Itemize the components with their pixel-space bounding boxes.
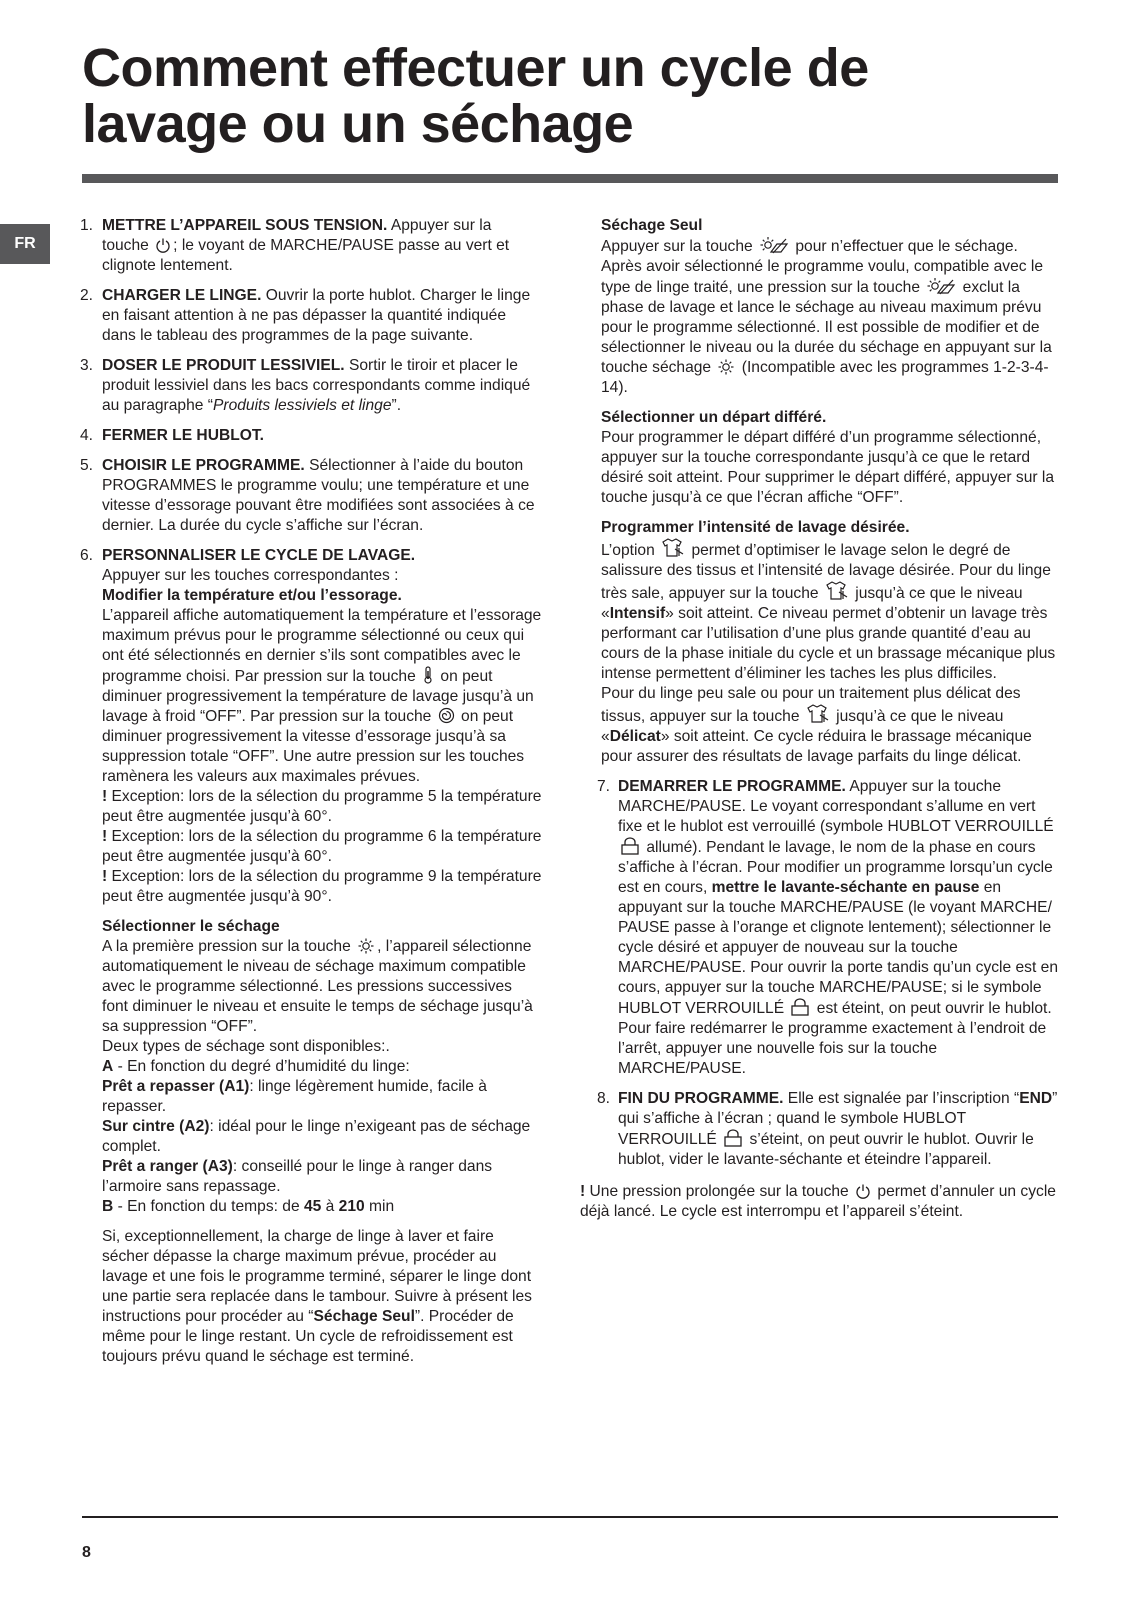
right-column: [580, 216, 1061, 1222]
text: » soit atteint. Ce niveau permet d’obtenir un lavage très performant car l’utilisation d’une plus grande quantité d’eau au cours de la phase initiale du cycle et un brassage mécanique plus intense permettent d’éliminer les taches les plus difficiles.: [601, 605, 1056, 682]
text: permet d’optimiser le lavage selon le degré de salissure des tissus et l’intensité de lavage désirée. Pour du linge très sale, appuyer sur la touche: [601, 542, 1051, 602]
paragraph: Deux types de séchage sont disponibles:.: [102, 1038, 390, 1055]
option-letter: B: [102, 1198, 114, 1215]
step-intro: Appuyer sur les touches correspondantes :: [102, 567, 399, 584]
step-text: [102, 356, 542, 416]
paragraph: [102, 1197, 542, 1217]
power-icon: [855, 1183, 871, 1199]
subheading: Sélectionner un départ différé.: [601, 409, 827, 426]
exception-note: [102, 867, 542, 907]
step-number: 4.: [80, 427, 94, 444]
text: est éteint, on peut ouvrir le hublot. Pour faire redémarrer le programme exactement à l’endroit de l’arrêt, appuyer une nouvelle fois sur la touche MARCHE/PAUSE.: [618, 1000, 1052, 1077]
step-heading: METTRE L’APPAREIL SOUS TENSION.: [102, 217, 388, 234]
step-2: [80, 286, 542, 346]
text: - En fonction du temps: de: [113, 1198, 304, 1215]
emphasis: Séchage Seul: [313, 1308, 415, 1325]
step-text: [102, 456, 542, 536]
title-line-1: Comment effectuer un cycle de: [82, 38, 869, 98]
paragraph: [601, 538, 1061, 684]
text: en appuyant sur la touche MARCHE/PAUSE (le voyant MARCHE/ PAUSE passe à l’orange et clignote lentement); sélectionner le cycle désiré et appuyer de nouveau sur la touche MARCHE/PAUSE. Pour ouvrir la porte tandis qu’un cycle est en cours, appuyer sur la touche MARCHE/PAUSE; si le symbole HUBLOT VERROUILLÉ: [618, 879, 1058, 1017]
step-number: 5.: [80, 457, 94, 474]
thermometer-icon: [422, 666, 434, 684]
lock-icon: [790, 998, 810, 1016]
text: A la première pression sur la touche: [102, 938, 356, 955]
text: Ouvrir la porte hublot. Charger le linge en faisant attention à ne pas dépasser la quantité indiquée dans le tableau des programmes de la page suivante.: [102, 287, 531, 344]
emphasis: mettre le lavante-séchante en pause: [711, 879, 980, 896]
lock-icon: [723, 1129, 743, 1147]
text: Exception: lors de la sélection du programme 9 la température peut être augmentée jusqu’à 90°.: [102, 868, 542, 905]
text: » soit atteint. Ce cycle réduira le brassage mécanique pour assurer des résultats de lavage parfaits du linge délicat.: [601, 728, 1032, 765]
subheading-drying: Sélectionner le séchage: [102, 918, 280, 935]
option-label: Prêt a ranger (A3): [102, 1158, 233, 1175]
text: on peut diminuer progressivement la vitesse d’essorage jusqu’à sa suppression totale “OFF”. Une autre pression sur les touches ramènera les valeurs aux maximales prévues.: [102, 708, 525, 785]
level-name: Délicat: [609, 728, 661, 745]
text: ”. Procéder de même pour le linge restant. Un cycle de refroidissement est toujours prévu quand le séchage est terminé.: [102, 1308, 514, 1365]
step-number: 2.: [80, 287, 94, 304]
text: pour n’effectuer que le séchage.: [791, 238, 1018, 255]
paragraph: [601, 257, 1061, 398]
level-name: Intensif: [609, 605, 666, 622]
text: Exception: lors de la sélection du programme 6 la température peut être augmentée jusqu’à 60°.: [102, 828, 542, 865]
text: allumé). Pendant le lavage, le nom de la phase en cours s’affiche à l’écran. Pour modifier un programme lorsqu’un cycle est en cours,: [618, 839, 1053, 896]
intensity-icon: [661, 538, 685, 558]
step-heading: FERMER LE HUBLOT.: [102, 427, 264, 444]
paragraph: [102, 1157, 542, 1197]
drying-only-icon: [759, 236, 789, 254]
step-number: 6.: [80, 547, 94, 564]
option-letter: A: [102, 1058, 114, 1075]
step-heading: DOSER LE PRODUIT LESSIVIEL.: [102, 357, 345, 374]
text: ” qui s’affiche à l’écran ; quand le symbole HUBLOT VERROUILLÉ: [618, 1090, 1058, 1148]
text: : conseillé pour le linge à ranger dans l’armoire sans repassage.: [102, 1158, 493, 1195]
section-wash-intensity: [597, 518, 1061, 767]
value: 45: [303, 1198, 322, 1215]
language-tab: FR: [0, 224, 50, 264]
step-text: [618, 777, 1061, 1079]
step-text: [102, 426, 542, 446]
text: ”.: [391, 397, 402, 414]
subheading-temperature-spin: Modifier la température et/ou l’essorage.: [102, 587, 402, 604]
warning-mark-icon: !: [580, 1183, 586, 1200]
section-delayed-start: [597, 408, 1061, 508]
display-text: END: [1019, 1090, 1053, 1107]
subheading: Séchage Seul: [601, 217, 703, 234]
text: Si, exceptionnellement, la charge de linge à laver et faire sécher dépasse la charge maximum prévue, procéder au lavage et une fois le programme terminé, séparer le linge dont une partie sera replacée dans le tambour. Suivre à présent les instructions pour procéder au “: [102, 1228, 532, 1325]
paragraph: [102, 937, 542, 1037]
drying-icon: [357, 938, 375, 954]
paragraph: Pour programmer le départ différé d’un programme sélectionné, appuyer sur la touche correspondante jusqu’à ce que le retard désiré soit atteint. Pour supprimer le départ différé, appuyer sur la touche jusqu’à ce que l’écran affiche “OFF”.: [601, 429, 1055, 506]
step-8: [597, 1089, 1061, 1170]
text: jusqu’à ce que le niveau «: [601, 708, 1004, 745]
text: : linge légèrement humide, facile à repasser.: [102, 1078, 487, 1115]
intensity-icon: [825, 581, 849, 601]
step-text: [102, 286, 542, 346]
step-number: 1.: [80, 217, 94, 234]
intensity-icon: [806, 704, 830, 724]
top-rule: [82, 174, 1058, 183]
step-heading: FIN DU PROGRAMME.: [618, 1090, 784, 1107]
text: Une pression prolongée sur la touche: [585, 1183, 854, 1200]
step-text: [618, 1089, 1061, 1170]
option-label: Prêt a repasser (A1): [102, 1078, 250, 1095]
text: Elle est signalée par l’inscription “: [783, 1090, 1020, 1107]
text: min: [364, 1198, 395, 1215]
value: 210: [338, 1198, 365, 1215]
section-drying-only: [597, 216, 1061, 398]
text: , l’appareil sélectionne automatiquement le niveau de séchage maximum compatible avec le programme sélectionné. Les pressions successives font diminuer le niveau et ensuite le temps de séchage jusqu’à sa suppression “OFF”.: [102, 938, 533, 1035]
text: Pour du linge peu sale ou pour un traitement plus délicat des tissus, appuyer sur la touche: [601, 685, 1021, 725]
subheading: Programmer l’intensité de lavage désirée.: [601, 519, 910, 536]
text: exclut la phase de lavage et lance le séchage au niveau maximum prévu pour le programme sélectionné. Il est possible de modifier et de sélectionner le niveau ou la durée du séchage en appuyant sur la touche séchage: [601, 279, 1052, 376]
text: Sélectionner à l’aide du bouton PROGRAMMES le programme voulu; une température et une vitesse d’essorage pouvant être modifiées sont associées à ce dernier. La durée du cycle s’affiche sur l’écran.: [102, 457, 535, 534]
warning-mark-icon: !: [102, 868, 108, 885]
step-7: [597, 777, 1061, 1079]
text: Appuyer sur la touche: [601, 238, 758, 255]
power-icon: [155, 237, 171, 253]
option-label: Sur cintre (A2): [102, 1118, 210, 1135]
step-heading: PERSONNALISER LE CYCLE DE LAVAGE.: [102, 547, 416, 564]
text: permet d’annuler un cycle déjà lancé. Le cycle est interrompu et l’appareil s’éteint.: [580, 1183, 1056, 1220]
step-number: 8.: [597, 1090, 611, 1107]
text: ; le voyant de MARCHE/PAUSE passe au vert et clignote lentement.: [102, 237, 510, 274]
page-title: [82, 40, 869, 152]
text: jusqu’à ce que le niveau «: [601, 585, 1023, 622]
step-text: [102, 216, 542, 276]
text: : idéal pour le linge n’exigeant pas de séchage complet.: [102, 1118, 531, 1155]
text: Appuyer sur la touche MARCHE/PAUSE. Le voyant correspondant s’allume en vert fixe et le hublot est verrouillé (symbole HUBLOT VERROUILLÉ: [618, 778, 1054, 835]
cancel-note: [580, 1182, 1061, 1222]
text: (Incompatible avec les programmes 1-2-3-4-14).: [601, 359, 1049, 396]
paragraph: [102, 1077, 542, 1117]
paragraph: [102, 1227, 542, 1367]
drying-only-icon: [926, 277, 956, 295]
paragraph: [102, 1117, 542, 1157]
text: à: [321, 1198, 339, 1215]
text: Sortir le tiroir et placer le produit lessiviel dans les bacs correspondants comme indiqué au paragraphe “: [102, 357, 531, 414]
warning-mark-icon: !: [102, 828, 108, 845]
text: Après avoir sélectionné le programme voulu, compatible avec le type de linge traité, une pression sur la touche: [601, 258, 1044, 296]
lock-icon: [620, 837, 640, 855]
warning-mark-icon: !: [102, 788, 108, 805]
step-1: [80, 216, 542, 276]
step-number: 3.: [80, 357, 94, 374]
drying-icon: [717, 359, 735, 375]
step-heading: DEMARRER LE PROGRAMME.: [618, 778, 846, 795]
exception-note: [102, 787, 542, 827]
step-heading: CHARGER LE LINGE.: [102, 287, 262, 304]
page-number: 8: [82, 1544, 91, 1561]
paragraph: [601, 684, 1061, 767]
text: L’appareil affiche automatiquement la température et l’essorage maximum prévus pour le programme sélectionné ou ceux qui ont été sélectionnés en dernier s’ils sont compatibles avec le programme choisi. Par pression sur la touche: [102, 607, 542, 685]
step-heading: CHOISIR LE PROGRAMME.: [102, 457, 305, 474]
spin-icon: [438, 707, 455, 724]
text: Appuyer sur la touche: [102, 217, 492, 254]
step-4: [80, 426, 542, 446]
paragraph: [102, 606, 542, 787]
text: - En fonction du degré d’humidité du linge:: [113, 1058, 410, 1075]
step-number: 7.: [597, 778, 611, 795]
text: on peut diminuer progressivement la température de lavage jusqu’à un lavage à froid “OFF”. Par pression sur la touche: [102, 668, 534, 725]
step-3: [80, 356, 542, 416]
paragraph: [601, 236, 1061, 257]
left-column: [80, 216, 542, 1377]
title-line-2: lavage ou un séchage: [82, 94, 634, 154]
bottom-rule: [82, 1516, 1058, 1518]
step-6: [80, 546, 542, 1367]
section-reference: Produits lessiviels et linge: [212, 397, 392, 414]
text: Exception: lors de la sélection du programme 5 la température peut être augmentée jusqu’à 60°.: [102, 788, 542, 825]
text: L’option: [601, 542, 660, 559]
paragraph: [102, 1057, 542, 1077]
exception-note: [102, 827, 542, 867]
text: s’éteint, on peut ouvrir le hublot. Ouvrir le hublot, vider le lavante-séchante et éteindre l’appareil.: [618, 1131, 1034, 1168]
step-5: [80, 456, 542, 536]
